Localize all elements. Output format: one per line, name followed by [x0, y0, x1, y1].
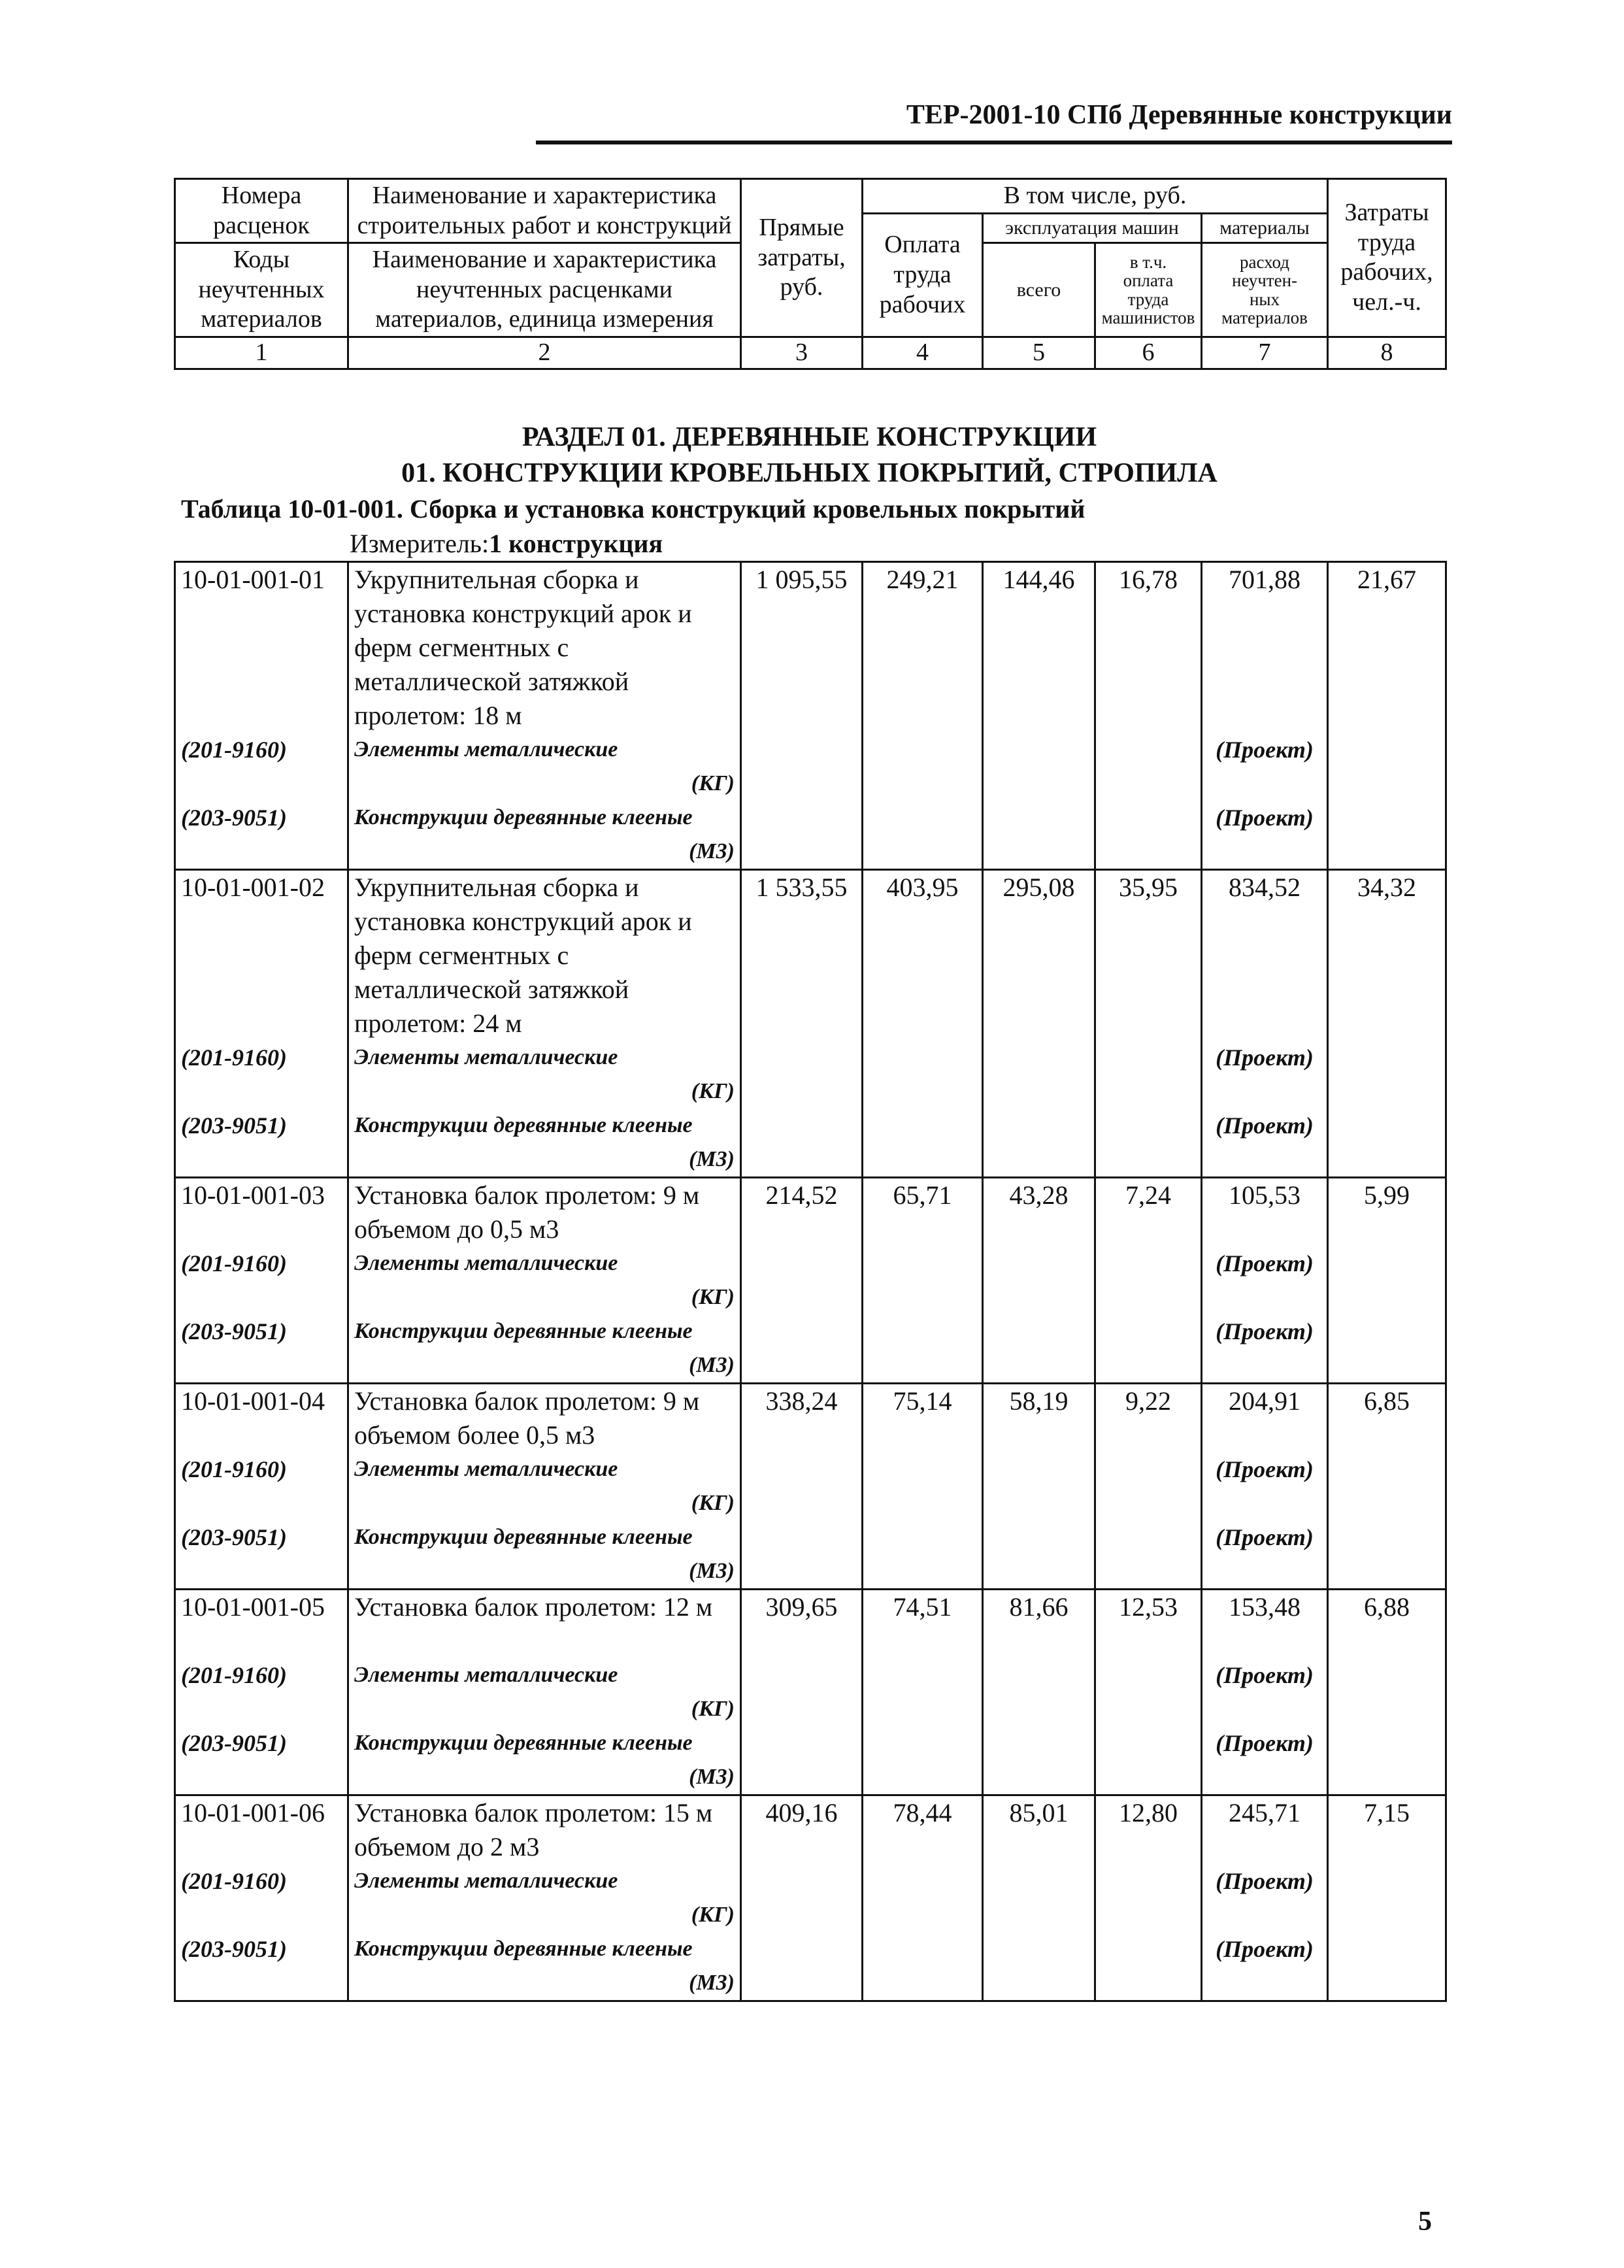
- material-name: Элементы металлические: [354, 1251, 618, 1275]
- machinist-pay: 12,80: [1095, 1795, 1202, 2001]
- material-name: Элементы металлические: [354, 737, 618, 761]
- direct-costs: 214,52: [741, 1178, 863, 1384]
- work-description: ферм сегментных с: [354, 633, 569, 662]
- machines-total: 81,66: [983, 1590, 1095, 1795]
- direct-costs: 1 533,55: [741, 870, 863, 1178]
- material-project-note: (Проект): [1216, 1250, 1314, 1276]
- materials-cost: 245,71: [1229, 1798, 1301, 1827]
- machines-total: 43,28: [983, 1178, 1095, 1384]
- direct-costs: 309,65: [741, 1590, 863, 1795]
- materials-cost: 105,53: [1229, 1180, 1301, 1210]
- material-project-note: (Проект): [1216, 1936, 1314, 1962]
- material-name: Конструкции деревянные клееные: [354, 1937, 693, 1961]
- work-description: объемом до 0,5 м3: [354, 1214, 559, 1244]
- machinist-pay: 9,22: [1095, 1384, 1202, 1590]
- table-row: [175, 1795, 1446, 2001]
- table-row: [175, 870, 1446, 1178]
- material-code: (201-9160): [181, 1662, 287, 1688]
- material-code: (203-9051): [181, 1112, 287, 1139]
- unit-of-measure: Измеритель:1 конструкция: [350, 529, 663, 558]
- materials-cost: 153,48: [1229, 1592, 1301, 1622]
- material-project-note: (Проект): [1216, 1112, 1314, 1139]
- material-name: Конструкции деревянные клееные: [354, 1525, 693, 1549]
- material-project-note: (Проект): [1216, 1318, 1314, 1344]
- machinist-pay: 35,95: [1095, 870, 1202, 1178]
- page-number: 5: [1418, 2207, 1432, 2237]
- labor-hours: 5,99: [1328, 1178, 1446, 1384]
- material-project-note: (Проект): [1216, 1662, 1314, 1688]
- column-number: 3: [741, 337, 863, 369]
- table-row: [175, 562, 1446, 870]
- rate-code: 10-01-001-05: [181, 1592, 325, 1622]
- header-labor-hours: Затраты труда рабочих, чел.-ч.: [1328, 179, 1446, 337]
- machinist-pay: 12,53: [1095, 1590, 1202, 1795]
- material-code: (201-9160): [181, 737, 287, 763]
- material-project-note: (Проект): [1216, 1868, 1314, 1894]
- work-description: Установка балок пролетом: 9 м: [354, 1180, 700, 1210]
- material-project-note: (Проект): [1216, 737, 1314, 763]
- material-project-note: (Проект): [1216, 1044, 1314, 1071]
- header-material-codes: Коды неучтенных материалов: [175, 243, 348, 337]
- work-description: Установка балок пролетом: 9 м: [354, 1386, 700, 1416]
- header-rule: [536, 141, 1452, 144]
- machinist-pay: 7,24: [1095, 1178, 1202, 1384]
- work-description: Установка балок пролетом: 15 м: [354, 1798, 713, 1827]
- labor-pay: 75,14: [863, 1384, 983, 1590]
- material-unit: (КГ): [691, 1903, 735, 1927]
- material-code: (203-9051): [181, 1936, 287, 1962]
- machines-total: 85,01: [983, 1795, 1095, 2001]
- rate-code: 10-01-001-04: [181, 1386, 325, 1416]
- material-unit: (М3): [689, 839, 735, 863]
- direct-costs: 1 095,55: [741, 562, 863, 870]
- material-unit: (М3): [689, 1765, 735, 1789]
- work-description: объемом более 0,5 м3: [354, 1420, 595, 1450]
- header-direct-costs: Прямые затраты, руб.: [741, 179, 863, 337]
- material-unit: (М3): [689, 1353, 735, 1377]
- work-description: металлической затяжкой: [354, 975, 629, 1004]
- header-rate-number: Номера расценок: [175, 179, 348, 243]
- subsection-title: 01. КОНСТРУКЦИИ КРОВЕЛЬНЫХ ПОКРЫТИЙ, СТРОПИЛА: [401, 458, 1218, 488]
- materials-cost: 204,91: [1229, 1386, 1301, 1416]
- material-code: (201-9160): [181, 1250, 287, 1276]
- material-unit: (КГ): [691, 1079, 735, 1103]
- labor-pay: 78,44: [863, 1795, 983, 2001]
- header-including: В том числе, руб.: [863, 179, 1328, 214]
- column-number: 4: [863, 337, 983, 369]
- labor-hours: 21,67: [1328, 562, 1446, 870]
- material-name: Элементы металлические: [354, 1045, 618, 1069]
- work-description: металлической затяжкой: [354, 667, 629, 696]
- header-unaccounted-materials: расход неучтен- ных материалов: [1202, 243, 1328, 337]
- materials-cost: 701,88: [1229, 565, 1301, 594]
- column-number: 2: [348, 337, 741, 369]
- labor-pay: 65,71: [863, 1178, 983, 1384]
- header-materials: материалы: [1202, 213, 1328, 243]
- table-title: Таблица 10-01-001. Сборка и установка конструкций кровельных покрытий: [181, 494, 1085, 524]
- rate-code: 10-01-001-03: [181, 1180, 325, 1210]
- work-description: пролетом: 24 м: [354, 1009, 522, 1038]
- machinist-pay: 16,78: [1095, 562, 1202, 870]
- header-machines: эксплуатация машин: [983, 213, 1202, 243]
- work-description: установка конструкций арок и: [354, 599, 692, 628]
- material-name: Элементы металлические: [354, 1869, 618, 1893]
- work-description: Установка балок пролетом: 12 м: [354, 1592, 713, 1622]
- labor-hours: 6,88: [1328, 1590, 1446, 1795]
- column-number: 5: [983, 337, 1095, 369]
- header-material-names: Наименование и характеристика неучтенных расценками материалов, единица измерения: [348, 243, 741, 337]
- header-work-name: Наименование и характеристика строительных работ и конструкций: [348, 179, 741, 243]
- column-number: 7: [1202, 337, 1328, 369]
- labor-hours: 34,32: [1328, 870, 1446, 1178]
- material-name: Конструкции деревянные клееные: [354, 1113, 693, 1137]
- machines-total: 144,46: [983, 562, 1095, 870]
- material-code: (201-9160): [181, 1456, 287, 1482]
- direct-costs: 338,24: [741, 1384, 863, 1590]
- rate-code: 10-01-001-01: [181, 565, 325, 594]
- material-code: (203-9051): [181, 1524, 287, 1550]
- work-description: Укрупнительная сборка и: [354, 565, 639, 594]
- labor-pay: 403,95: [863, 870, 983, 1178]
- material-unit: (КГ): [691, 1491, 735, 1515]
- section-title: РАЗДЕЛ 01. ДЕРЕВЯННЫЕ КОНСТРУКЦИИ: [522, 422, 1097, 452]
- table-row: [175, 1590, 1446, 1795]
- column-number: 8: [1328, 337, 1446, 369]
- material-name: Элементы металлические: [354, 1457, 618, 1481]
- material-unit: (М3): [689, 1147, 735, 1171]
- material-name: Конструкции деревянные клееные: [354, 1731, 693, 1755]
- table-row: [175, 1178, 1446, 1384]
- header-machines-total: всего: [983, 243, 1095, 337]
- material-unit: (КГ): [691, 1285, 735, 1309]
- material-code: (203-9051): [181, 1318, 287, 1344]
- materials-cost: 834,52: [1229, 873, 1301, 902]
- labor-pay: 74,51: [863, 1590, 983, 1795]
- header-machinist-pay: в т.ч. оплата труда машинистов: [1095, 243, 1202, 337]
- work-description: пролетом: 18 м: [354, 701, 522, 730]
- material-unit: (КГ): [691, 771, 735, 795]
- labor-pay: 249,21: [863, 562, 983, 870]
- rates-table: [174, 561, 1447, 2002]
- material-project-note: (Проект): [1216, 1730, 1314, 1756]
- machines-total: 58,19: [983, 1384, 1095, 1590]
- material-name: Конструкции деревянные клееные: [354, 1319, 693, 1343]
- work-description: объемом до 2 м3: [354, 1832, 540, 1861]
- table-row: [175, 1384, 1446, 1590]
- material-unit: (КГ): [691, 1697, 735, 1721]
- direct-costs: 409,16: [741, 1795, 863, 2001]
- rate-code: 10-01-001-06: [181, 1798, 325, 1827]
- material-unit: (М3): [689, 1971, 735, 1995]
- material-project-note: (Проект): [1216, 805, 1314, 831]
- labor-hours: 6,85: [1328, 1384, 1446, 1590]
- material-code: (203-9051): [181, 805, 287, 831]
- column-number: 6: [1095, 337, 1202, 369]
- material-unit: (М3): [689, 1559, 735, 1583]
- material-project-note: (Проект): [1216, 1524, 1314, 1550]
- document-header-title: ТЕР-2001-10 СПб Деревянные конструкции: [906, 100, 1452, 130]
- material-name: Конструкции деревянные клееные: [354, 805, 693, 829]
- rate-code: 10-01-001-02: [181, 873, 325, 902]
- work-description: ферм сегментных с: [354, 941, 569, 970]
- material-name: Элементы металлические: [354, 1663, 618, 1687]
- material-code: (201-9160): [181, 1868, 287, 1894]
- work-description: установка конструкций арок и: [354, 907, 692, 936]
- column-header-table: [174, 178, 1447, 370]
- machines-total: 295,08: [983, 870, 1095, 1178]
- material-code: (201-9160): [181, 1044, 287, 1071]
- header-labor-pay: Оплата труда рабочих: [863, 213, 983, 337]
- work-description: Укрупнительная сборка и: [354, 873, 639, 902]
- labor-hours: 7,15: [1328, 1795, 1446, 2001]
- material-project-note: (Проект): [1216, 1456, 1314, 1482]
- column-number: 1: [175, 337, 348, 369]
- material-code: (203-9051): [181, 1730, 287, 1756]
